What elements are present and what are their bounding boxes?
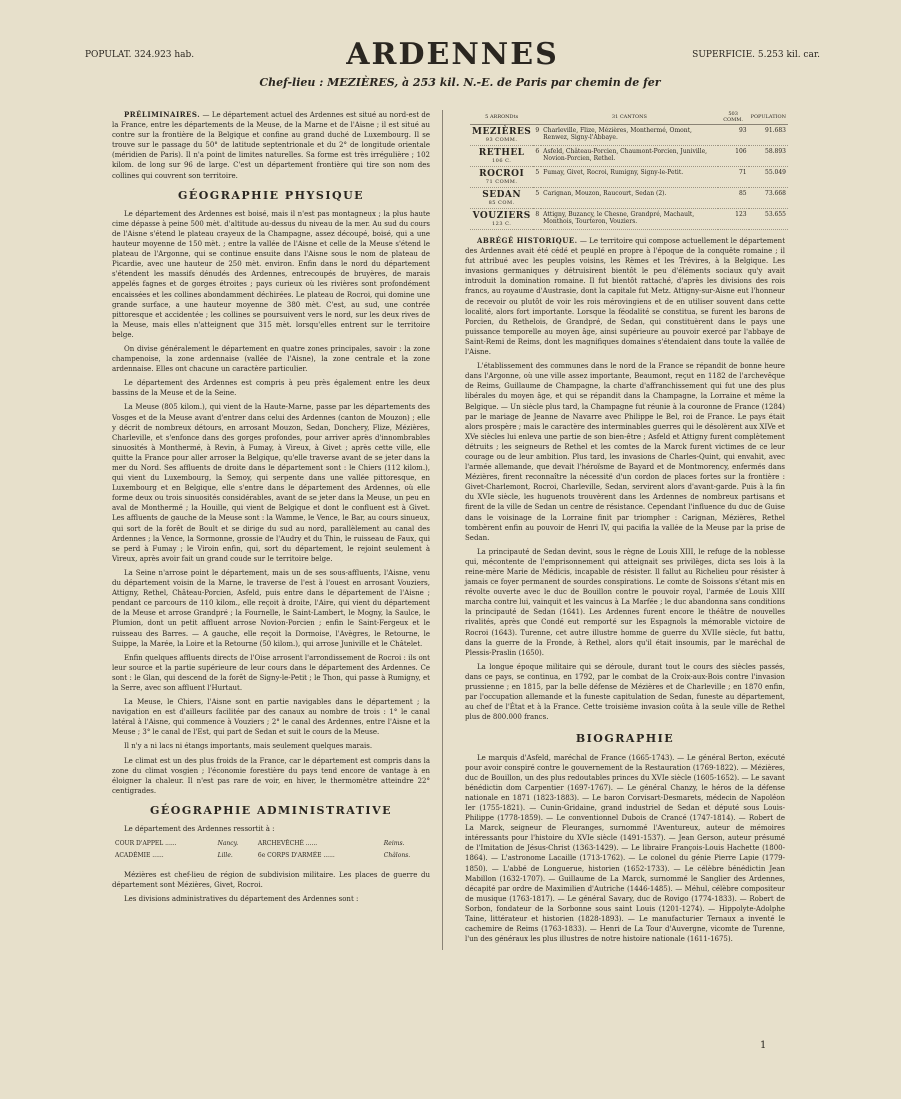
paragraph: La Seine n'arrose point le département, mais un de ses sous-affluents, l'Aisne, venu du département voisin de la Marne, le traverse de l'est à l'ouest en arrosant Vouziers, Attigny, Rethel, Château-Porcien, Asfeld, puis entre dans le département de l'Aisne ; pendant ce parcours de 110 kilom., elle reçoit à droite, l'Aire, qui vient du département de la Meuse et arrose Grandpré ; la Fournelle, le Saint-Lambert, le Mogny, la Saulce, le Plumion, dont un petit affluent arrose Novion-Porcien ; enfin le Saint-Fergeux et le ruisseau des Barres. — A gauche, elle reçoit la Dormoise, l'Avègres, le Retourne, le Suippe, la Marée, la Loire et la Retourne (50 kilom.), qui arrose Juniville et le Châtelet. [112,568,430,648]
table-row [470,167,788,188]
table-header-row [470,110,788,125]
canton-list: Asfeld, Château-Porcien, Chaumont-Porcien, Juniville, Novion-Porcien, Rethel. [541,146,718,167]
column-header: 31 CANTONS [541,110,718,125]
preliminaires-lead: PRÉLIMINAIRES. [124,110,201,119]
paragraph: La principauté de Sedan devint, sous le règne de Louis XIII, le refuge de la noblesse qui, mécontente de l'emprisonnement qui atteignait ses privilèges, dicta ses lois à la reine-mère Marie de Médicis, incapable de résister. Il fallut au Richelieu pour résister à jamais ce foyer permanent de sourdes conspirations. Le comte de Soissons s'étant mis en révolte ouverte avec le duc de Bouillon contre le pouvoir royal, l'armée de Louis XIII marcha contre lui, vainquit et les vaincus à La Marfée ; le duc abandonna sans conditions la principauté de Sedan (1641). Les Ardennes furent encore le théâtre de nouvelles rivalités, après que Condé eut remporté sur les Espagnols la mémorable victoire de Rocroi (1643). Turenne, cet autre illustre homme de guerre du XVIIe siècle, fut battu, dans la guerre de la Fronde, à Rethel, alors qu'il était insoumis, par le maréchal de Plessis-Praslin (1650). [465,547,785,657]
canton-count: 5 [533,167,541,188]
superficie-label: SUPERFICIE. 5.253 kil. car. [692,50,820,60]
paragraph: Mézières est chef-lieu de région de subdivision militaire. Les places de guerre du département sont Mézières, Givet, Rocroi. [112,871,430,890]
arrondissement-name: RETHEL 106 C. [470,146,533,167]
canton-list: Fumay, Givet, Rocroi, Rumigny, Signy-le-Petit. [541,167,718,188]
table-row [470,125,788,146]
section-title-geographie-administrative: GÉOGRAPHIE ADMINISTRATIVE [149,803,392,817]
abrege-lead: ABRÉGÉ HISTORIQUE. [477,236,578,245]
commune-count: 85 [718,188,749,209]
canton-list: Attigny, Buzancy, le Chesne, Grandpré, Machault, Monthois, Tourteron, Vouziers. [541,209,718,230]
population-value: 91.683 [749,125,788,146]
page-title: ARDENNES [346,37,559,72]
table-row [470,146,788,167]
table-cell: Châlons. [383,852,411,860]
arrondissement-name: SEDAN 85 COM. [470,188,533,209]
chef-lieu-subtitle: Chef-lieu : MEZIÈRES, à 253 kil. N.-E. de Paris par chemin de fer [259,76,661,89]
population-value: 73.668 [749,188,788,209]
commune-count: 123 [718,209,749,230]
paragraph: L'établissement des communes dans le nord de la France se répandit de bonne heure dans l'Argonne, où une ville assez importante, Beaumont, reçut en 1182 de l'archevêque de Reims, Guillaume de Champagne, la charte d'affranchissement qui fut une des plus libérales du moyen âge, et qui se répandit dans la Champagne, la Lorraine et même la Belgique. — Un siècle plus tard, la Champagne fut réunie à la couronne de France (1284) par le mariage de Jeanne de Navarre avec Philippe le Bel, roi de France. Le pays était alors prospère ; mais le caractère des interminables guerres qui le désolèrent aux XIVe et XVe siècles lui enleva une partie de son bien-être ; Asfeld et Attigny furent complètement détruits ; les seigneurs de Rethel et les comtes de la Marck furent victimes de ce leur courage ou de leur ambition. Plus tard, les invasions de Charles-Quint, qui envahit, avec l'armée allemande, que devait l'héroïsme de Bayard et de Montmorency, enfermés dans Mézières, firent reconnaître la nécessité d'un cordon de places fortes sur la frontière : Givet-Charlemont, Rocroi, Charleville, Sedan, servirent alors d'avant-garde. Puis à la fin du XVIe siècle, les huguenots trouvèrent dans les Ardennes de nombreux partisans et firent de la ville de Sedan un centre de résistance. Cependant l'influence du duc de Guise dans le voisinage de la Lorraine finit par triompher : Carignan, Mézières, Rethel tombèrent enfin au pouvoir de Henri IV, qui pacifia la vallée de la Meuse par la prise de Sedan. [465,362,785,542]
arrondissement-name: ROCROI 71 COMM. [470,167,533,188]
section-title-biographie: BIOGRAPHIE [575,732,675,746]
canton-list: Carignan, Mouzon, Raucourt, Sedan (2). [541,188,718,209]
table-cell: ARCHEVÊCHÉ ...... [257,840,318,848]
paragraph: Il n'y a ni lacs ni étangs importants, mais seulement quelques marais. [124,742,373,751]
paragraph: La longue époque militaire qui se déroule, durant tout le cours des siècles passés, dans ce pays, se continua, en 1792, par le combat de la Croix-aux-Bois contre l'invasion prussienne ; en 1815, par la belle défense de Mézières et de Charleville ; en 1870 enfin, par l'occupation allemande et la funeste capitulation de Sedan, funeste au département, au chef de l'État et à la France. Cette troisième invasion coûta à la seule ville de Rethel plus de 800.000 francs. [465,662,785,722]
page-number: 1 [760,1040,767,1051]
table-cell: Reims. [383,840,405,848]
table-row [470,209,788,230]
column-header: 5 ARRONDts [470,110,533,125]
table-cell: ACADÉMIE ...... [115,852,164,860]
column-header: POPULATION [749,110,788,125]
population-value: 58.893 [749,146,788,167]
table-cell: COUR D'APPEL ...... [115,840,177,848]
canton-list: Charleville, Flize, Mézières, Monthermé, Omont, Renwez, Signy-l'Abbaye. [541,125,718,146]
paragraph: La Meuse (805 kilom.), qui vient de la Haute-Marne, passe par les départements des Vosges et de la Meuse avant d'entrer dans celui des Ardennes (canton de Mouzon) ; elle y décrit de nombreux détours, en arrosant Mouzon, Sedan, Donchery, Flize, Mézières, Charleville, et s'enfonce dans des gorges profondes, pour arriver après d'innombrables sinuosités à Monthermé, à Revin, à Fumay, à Vireux, à Givet ; après cette ville, elle quitte la France pour aller arroser la Belgique, qu'elle traverse avant de se jeter dans la mer du Nord. Ses affluents de droite dans le département sont : le Chiers (112 kilom.), qui vient du Luxembourg, la Semoy, qui serpente dans une vallée pittoresque, en Luxembourg et en Belgique, elle s'entre dans le département des Ardennes, où elle forme deux ou trois sinuosités considérables, avant de se jeter dans la Meuse, un peu en aval de Monthermé ; la Houille, qui vient de Belgique et dont le confluent est à Givet. Les affluents de gauche de la Meuse sont : la Wamme, le Vence, le Bar, au cours sinueux, qui sort de la forêt de Boult et se dirige du sud au nord, parallèlement au canal des Ardennes ; la Vence, la Sormonne, grossie de l'Audry et du Thin, le ruisseau de Faux, qui se perd à Fumay ; le Viroin enfin, qui, sort du département, le rejoint seulement à Vireux, après avoir fait un grand coude sur le territoire belge. [112,403,430,563]
arrondissements-table [470,110,788,230]
paragraph: Le département des Ardennes est compris à peu près également entre les deux bassins de la Meuse et de la Seine. [112,379,430,398]
paragraph: Le département des Ardennes ressortit à : [124,825,275,833]
population-value: 53.655 [749,209,788,230]
abrege-text: — Le territoire qui compose actuellement le département des Ardennes avait été cédé et peuplé en propre à l'époque de la conquête romaine ; il fut attribué avec les peuples voisins, les Rèmes et les Trévires, à la Belgique. Les invasions germaniques y détruisirent bientôt le peu d'éléments sociaux qu'y avait introduit la domination romaine. Il fut bientôt rattaché, d'après les divisions des rois francs, au royaume d'Austrasie, dont la capitale fut Metz. Attigny-sur-Aisne eut l'honneur de recevoir ou plutôt de voir les rois mérovingiens et de en utiliser souvent dans cette localité, alors fort importante. Lorsque la féodalité se constitua, se furent les barons de Porcien, du Rethelois, de Grandpré, de Sedan, qui constituèrent dans le pays une puissance temporelle au moyen âge, ainsi supérieure au pouvoir exercé par l'abbaye de Saint-Remi de Reims, dont les magnifiques domaines s'étendaient dans toute la vallée de l'Aisne. [465,237,786,357]
admin-ressort-table [112,838,430,862]
arrondissement-name: VOUZIERS 123 C. [470,209,533,230]
canton-count: 8 [533,209,541,230]
paragraph: Enfin quelques affluents directs de l'Oise arrosent l'arrondissement de Rocroi : ils ont leur source et la partie supérieure de leur cours dans le département des Ardennes. Ce sont : le Glan, qui descend de la forêt de Signy-le-Petit ; le Thon, qui passe à Rumigny, et la Serre, avec son affluent l'Hurtaut. [112,653,430,692]
table-row [470,188,788,209]
commune-count: 93 [718,125,749,146]
preliminaires-paragraph [112,110,430,181]
canton-count: 5 [533,188,541,209]
column-header: 503 COMM. [718,110,749,125]
canton-count: 9 [533,125,541,146]
paragraph: Le climat est un des plus froids de la France, car le département est compris dans la zone du climat vosgien ; l'économie forestière du pays tend encore de vantage à en éloigner la chaleur. Il n'est pas rare de voir, en hiver, le thermomètre atteindre 22° centigrades. [112,756,430,795]
table-cell: Nancy. [217,840,239,848]
commune-count: 106 [718,146,749,167]
paragraph: Le département des Ardennes est boisé, mais il n'est pas montagneux ; la plus haute cime dépasse à peine 500 mèt. d'altitude au-dessus du niveau de la mer. Au sud du cours de l'Aisne s'étend le plateau crayeux de la Champagne, assez découpé, boisé, qui a une hauteur moyenne de 150 mèt. ; entre la vallée de l'Aisne et celle de la Meuse s'étend le plateau de l'Argonne, qui se continue ensuite dans l'Aisne sous le nom de plateau de Picardie, avec une hauteur de 250 mèt. environ. Enfin dans le nord du département s'étendent les massifs dénudés des Ardennes, entrecoupés de bruyères, de marais appelés fagnes et de gorges étroites ; pays curieux où les rivières sont profondément encaissées et les collines abondamment déchirées. Le plateau de Rocroi, qui domine une grande surface, a une hauteur moyenne de 380 mèt. C'est, au sud, une contrée pittoresque et accidentée ; les collines se poursuivent vers le nord, sur les deux rives de la Meuse, mais elles n'atteignent que 315 mèt. lorsqu'elles entrent sur le territoire belge. [112,209,430,339]
commune-count: 71 [718,167,749,188]
paragraph: La Meuse, le Chiers, l'Aisne sont en partie navigables dans le département ; la navigation en est d'ailleurs facilitée par des canaux au nombre de trois : 1° le canal latéral à l'Aisne, qui commence à Vouziers ; 2° le canal des Ardennes, entre l'Aisne et la Meuse ; 3° le canal de l'Est, qui part de Sedan et suit le cours de la Meuse. [112,698,430,737]
table-cell: 6e CORPS D'ARMÉE ...... [257,852,335,860]
paragraph: Le marquis d'Asfeld, maréchal de France (1665-1743). — Le général Berton, exécuté pour avoir conspiré contre le gouvernement de la Restauration (1769-1822). — Mézières, duc de Bouillon, un des plus redoutables princes du XVIe siècle (1605-1652). — Le savant bénédictin dom Carpentier (1697-1767). — Le général Chanzy, le héros de la défense nationale en 1871 (1823-1883). — Le baron Corvisart-Desmarets, médecin de Napoléon Ier (1755-1821). — Cunin-Gridaine, grand industriel de Sedan et député sous Louis-Philippe (1778-1859). — Le conventionnel Dubois de Crancé (1747-1814). — Robert de La Marck, seigneur de Fleuranges, surnommé l'Aventureux, auteur de mémoires intéressants pour l'histoire du XVIe siècle (1491-1537). — Jean Gerson, auteur présumé de l'Imitation de Jésus-Christ (1363-1429). — Le libraire François-Louis Hachette (1800-1864). — L'astronome Lacaille (1713-1762). — Le colonel du génie Pierre Lapie (1779-1850). — L'abbé de Longuerue, historien (1652-1733). — Le célèbre bénédictin Jean Mabillon (1632-1707). — Guillaume de La Marck, surnommé le Sanglier des Ardennes, décapité par ordre de Maximilien d'Autriche (1446-1485). — Méhul, célèbre compositeur de musique (1763-1817). — Le général Savary, duc de Rovigo (1774-1833). — Robert de Sorbon, fondateur de la Sorbonne sous saint Louis (1201-1274). — Hippolyte-Adolphe Taine, littérateur et historien (1828-1893). — Le manufacturier Ternaux a inventé le cachemire de Reims (1763-1833). — Henri de La Tour d'Auvergne, vicomte de Turenne, l'un des généraux les plus illustres de notre histoire nationale (1611-1675). [465,753,785,944]
population-value: 55.049 [749,167,788,188]
left-column [112,110,430,909]
right-column [465,236,785,948]
section-title-geographie-physique: GÉOGRAPHIE PHYSIQUE [177,188,365,202]
abrege-paragraph [465,236,785,357]
preliminaires-text: — Le département actuel des Ardennes est situé au nord-est de la France, entre les départements de la Meuse, de la Marne et de l'Aisne ; il est situé au contre sur la frontière de la Belgique et confine au grand duché de Luxembourg. Il se trouve sur le passage du 50° de latitude septentrionale et du 2° de longitude orientale (méridien de Paris). Il n'a point de limites naturelles. Sa forme est très irrégulière ; 102 kilom. de long sur 96 de large. C'est un département frontière qui tire son nom des collines qui couvrent son territoire. [112,111,431,180]
column-divider [442,110,443,950]
paragraph: On divise généralement le département en quatre zones principales, savoir : la zone champenoise, la zone ardennaise (vallée de l'Aisne), la zone centrale et la zone ardennaise. Elles ont chacune un caractère particulier. [112,344,430,374]
table-cell: Lille. [217,852,233,860]
table-row [112,838,430,850]
canton-count: 6 [533,146,541,167]
population-label: POPULAT. 324.923 hab. [85,50,195,60]
paragraph: Les divisions administratives du département des Ardennes sont : [124,895,359,904]
table-row [112,850,430,862]
arrondissement-name: MEZIÈRES 93 COMM. [470,125,533,146]
